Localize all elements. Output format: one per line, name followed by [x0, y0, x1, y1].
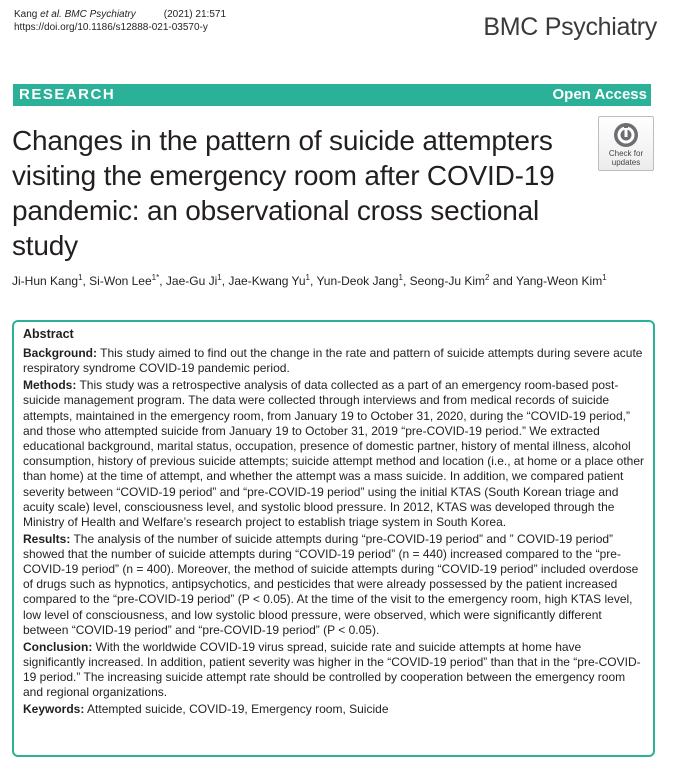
abstract-conclusion: Conclusion: With the worldwide COVID-19 virus spread, suicide rate and suicide attempts at home have significantly increased. In addition, patient severity was higher in the “COVID-19 period” than that in the “pre-COVID-19 period.” The increasing suicide attempt rate should be controlled by cooperation between the emergency room and regional organizations. — [23, 639, 641, 700]
check-for-updates-button[interactable] — [598, 116, 654, 171]
author[interactable]: Ji-Hun Kang$^1$ — [12, 273, 83, 288]
author[interactable]: Yun-Deok Jang$^1$ — [316, 273, 403, 288]
check-updates-icon — [613, 122, 639, 148]
citation-year: (2021) 21:571 — [163, 9, 227, 20]
abstract-results: Results: The analysis of the number of suicide attempts during “pre-COVID-19 period” and ” COVID-19 period” showed that the number of suicide attempts during “COVID-19 period” (n = 440) increased compared to the “pre-COVID-19 period” (n = 400). Moreover, the method of suicide attempts during “COVID-19 period” included overdose of drugs such as hypnotics, antipsychotics, and pesticides that were already possessed by the patient increased compared to the “pre-COVID-19 period” (P < 0.05). At the time of the visit to the emergency room, high KTAS level, low level of consciousness, and low systolic blood pressure, were observed, which were significantly different between “COVID-19 period” and “pre-COVID-19 period” (P < 0.05). — [23, 531, 639, 637]
abstract-heading: Abstract — [23, 327, 74, 341]
author[interactable]: Yang-Weon Kim$^1$ — [515, 273, 607, 288]
citation-line — [14, 8, 226, 21]
author[interactable]: Jae-Kwang Yu$^1$ — [228, 273, 310, 288]
section-bar — [13, 84, 651, 106]
abstract-box — [12, 320, 655, 757]
citation-header — [14, 8, 226, 34]
section-label: RESEARCH — [19, 86, 116, 103]
check-updates-label: Check for updates — [608, 149, 644, 167]
journal-logo: BMC Psychiatry — [483, 13, 657, 41]
author[interactable]: Seong-Ju Kim$^2$ — [409, 273, 490, 288]
open-access-label: Open Access — [552, 86, 647, 103]
citation-journal: et al. BMC Psychiatry — [40, 9, 136, 20]
abstract-background: Background: This study aimed to find out the change in the rate and pattern of suicide attempts during severe acute respiratory syndrome COVID-19 pandemic period. — [23, 346, 643, 376]
doi-link[interactable]: https://doi.org/10.1186/s12888-021-03570-y — [14, 22, 208, 33]
article-title: Changes in the pattern of suicide attempters visiting the emergency room after COVID-19 pandemic: an observational cross sectional study — [12, 125, 555, 261]
citation-authors: Kang — [14, 9, 41, 20]
abstract-keywords: Keywords: Attempted suicide, COVID-19, Emergency room, Suicide — [23, 701, 389, 716]
author-list: Ji-Hun Kang$^1$, Si-Won Lee$^{1*}$, Jae-Gu Ji$^1$, Jae-Kwang Yu$^1$, Yun-Deok Jang$^1$, Seong-Ju Kim$^2$ and Yang-Weon Kim$^1$ — [12, 273, 607, 288]
author[interactable]: Jae-Gu Ji$^1$ — [165, 273, 222, 288]
abstract-methods: Methods: This study was a retrospective analysis of data collected as a part of an emergency room-based post-suicide management program. The data were collected through interviews and from medical records of suicide attempts, maintained in the emergency room, from January 19 to October 31, 2020, during the “COVID-19 period,” and those who attempted suicide from January 19 to October 31, 2019 “pre-COVID-19 period.” We extracted educational background, marital status, occupation, presence of domestic partner, history of mental illness, alcohol consumption, history of previous suicide attempts; suicide attempt method and location (i.e., at home or a place other than home) at the time of attempt, and whether the attempt was a mass suicide. In addition, we compared patient severity between “COVID-19 period” and “pre-COVID-19 period” using the initial KTAS (South Korean triage and acuity scale) level, consciousness level, and systolic blood pressure. In 2012, KTAS was developed through the Ministry of Health and Welfare’s research project to establish triage system in South Korea. — [23, 378, 644, 529]
author[interactable]: Si-Won Lee$^{1*}$ — [89, 273, 160, 288]
